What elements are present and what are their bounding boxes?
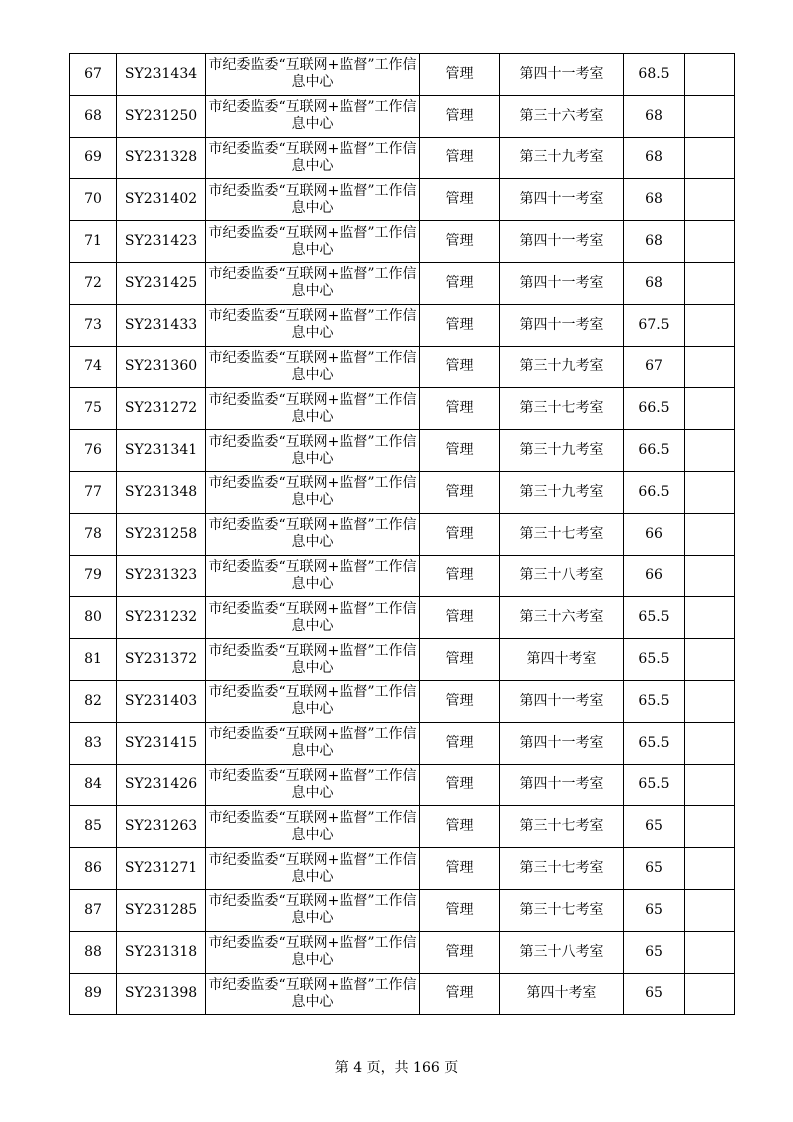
remark-cell: [685, 221, 735, 263]
row-number-cell: 81: [70, 639, 117, 681]
row-number-cell: 86: [70, 848, 117, 890]
employer-unit-cell: 市纪委监委“互联网+监督”工作信息中心: [206, 931, 420, 973]
employer-unit-cell: 市纪委监委“互联网+监督”工作信息中心: [206, 973, 420, 1015]
employer-unit-cell: 市纪委监委“互联网+监督”工作信息中心: [206, 848, 420, 890]
position-category-cell: 管理: [420, 95, 500, 137]
remark-cell: [685, 931, 735, 973]
candidate-id-cell: SY231285: [117, 889, 206, 931]
table-row: [70, 764, 735, 806]
exam-room-cell: 第四十一考室: [500, 221, 624, 263]
candidate-id-cell: SY231433: [117, 304, 206, 346]
score-cell: 66: [624, 555, 685, 597]
remark-cell: [685, 513, 735, 555]
row-number-cell: 74: [70, 346, 117, 388]
candidate-id-cell: SY231250: [117, 95, 206, 137]
employer-unit-cell: 市纪委监委“互联网+监督”工作信息中心: [206, 639, 420, 681]
row-number-cell: 75: [70, 388, 117, 430]
exam-room-cell: 第四十考室: [500, 973, 624, 1015]
score-cell: 68: [624, 221, 685, 263]
row-number-cell: 72: [70, 262, 117, 304]
position-category-cell: 管理: [420, 889, 500, 931]
position-category-cell: 管理: [420, 513, 500, 555]
employer-unit-cell: 市纪委监委“互联网+监督”工作信息中心: [206, 179, 420, 221]
candidate-id-cell: SY231434: [117, 54, 206, 96]
score-cell: 68: [624, 95, 685, 137]
candidate-id-cell: SY231232: [117, 597, 206, 639]
position-category-cell: 管理: [420, 346, 500, 388]
row-number-cell: 85: [70, 806, 117, 848]
candidate-id-cell: SY231402: [117, 179, 206, 221]
candidate-id-cell: SY231415: [117, 722, 206, 764]
position-category-cell: 管理: [420, 430, 500, 472]
remark-cell: [685, 95, 735, 137]
table-row: [70, 848, 735, 890]
position-category-cell: 管理: [420, 597, 500, 639]
row-number-cell: 70: [70, 179, 117, 221]
table-row: [70, 513, 735, 555]
exam-room-cell: 第四十一考室: [500, 179, 624, 221]
table-row: [70, 806, 735, 848]
score-cell: 66.5: [624, 388, 685, 430]
remark-cell: [685, 848, 735, 890]
position-category-cell: 管理: [420, 848, 500, 890]
exam-room-cell: 第三十七考室: [500, 513, 624, 555]
row-number-cell: 77: [70, 471, 117, 513]
score-cell: 65.5: [624, 597, 685, 639]
remark-cell: [685, 973, 735, 1015]
score-cell: 66.5: [624, 471, 685, 513]
candidate-id-cell: SY231271: [117, 848, 206, 890]
table-row: [70, 304, 735, 346]
score-cell: 67: [624, 346, 685, 388]
page-footer: 第 4 页，共 166 页: [334, 1060, 459, 1076]
candidate-id-cell: SY231423: [117, 221, 206, 263]
position-category-cell: 管理: [420, 680, 500, 722]
position-category-cell: 管理: [420, 304, 500, 346]
candidate-id-cell: SY231318: [117, 931, 206, 973]
score-cell: 68: [624, 137, 685, 179]
score-cell: 65: [624, 848, 685, 890]
table-row: [70, 179, 735, 221]
exam-room-cell: 第四十一考室: [500, 54, 624, 96]
remark-cell: [685, 680, 735, 722]
exam-room-cell: 第四十一考室: [500, 262, 624, 304]
table-row: [70, 346, 735, 388]
exam-room-cell: 第三十八考室: [500, 555, 624, 597]
candidate-id-cell: SY231323: [117, 555, 206, 597]
score-cell: 65.5: [624, 722, 685, 764]
exam-room-cell: 第四十一考室: [500, 680, 624, 722]
table-row: [70, 973, 735, 1015]
remark-cell: [685, 597, 735, 639]
score-cell: 68: [624, 179, 685, 221]
row-number-cell: 82: [70, 680, 117, 722]
row-number-cell: 87: [70, 889, 117, 931]
exam-room-cell: 第四十考室: [500, 639, 624, 681]
row-number-cell: 80: [70, 597, 117, 639]
candidate-id-cell: SY231425: [117, 262, 206, 304]
row-number-cell: 69: [70, 137, 117, 179]
exam-room-cell: 第三十七考室: [500, 806, 624, 848]
candidate-id-cell: SY231403: [117, 680, 206, 722]
exam-room-cell: 第四十一考室: [500, 304, 624, 346]
remark-cell: [685, 806, 735, 848]
exam-score-table: [69, 53, 735, 1015]
table-row: [70, 639, 735, 681]
score-cell: 65: [624, 806, 685, 848]
row-number-cell: 67: [70, 54, 117, 96]
table-row: [70, 555, 735, 597]
score-cell: 65: [624, 931, 685, 973]
table-row: [70, 680, 735, 722]
table-body: [70, 54, 735, 1015]
exam-room-cell: 第三十九考室: [500, 346, 624, 388]
position-category-cell: 管理: [420, 806, 500, 848]
employer-unit-cell: 市纪委监委“互联网+监督”工作信息中心: [206, 471, 420, 513]
table-row: [70, 430, 735, 472]
position-category-cell: 管理: [420, 221, 500, 263]
employer-unit-cell: 市纪委监委“互联网+监督”工作信息中心: [206, 54, 420, 96]
table-row: [70, 388, 735, 430]
remark-cell: [685, 639, 735, 681]
table-row: [70, 889, 735, 931]
candidate-id-cell: SY231341: [117, 430, 206, 472]
candidate-id-cell: SY231398: [117, 973, 206, 1015]
position-category-cell: 管理: [420, 137, 500, 179]
table-row: [70, 54, 735, 96]
position-category-cell: 管理: [420, 764, 500, 806]
candidate-id-cell: SY231328: [117, 137, 206, 179]
remark-cell: [685, 430, 735, 472]
row-number-cell: 76: [70, 430, 117, 472]
exam-room-cell: 第四十一考室: [500, 764, 624, 806]
row-number-cell: 73: [70, 304, 117, 346]
remark-cell: [685, 304, 735, 346]
employer-unit-cell: 市纪委监委“互联网+监督”工作信息中心: [206, 346, 420, 388]
candidate-id-cell: SY231426: [117, 764, 206, 806]
employer-unit-cell: 市纪委监委“互联网+监督”工作信息中心: [206, 388, 420, 430]
score-cell: 65: [624, 889, 685, 931]
position-category-cell: 管理: [420, 973, 500, 1015]
remark-cell: [685, 722, 735, 764]
table-row: [70, 137, 735, 179]
remark-cell: [685, 889, 735, 931]
exam-room-cell: 第三十七考室: [500, 848, 624, 890]
score-cell: 65: [624, 973, 685, 1015]
position-category-cell: 管理: [420, 639, 500, 681]
row-number-cell: 71: [70, 221, 117, 263]
row-number-cell: 68: [70, 95, 117, 137]
employer-unit-cell: 市纪委监委“互联网+监督”工作信息中心: [206, 722, 420, 764]
employer-unit-cell: 市纪委监委“互联网+监督”工作信息中心: [206, 597, 420, 639]
row-number-cell: 78: [70, 513, 117, 555]
exam-room-cell: 第三十九考室: [500, 430, 624, 472]
exam-room-cell: 第四十一考室: [500, 722, 624, 764]
employer-unit-cell: 市纪委监委“互联网+监督”工作信息中心: [206, 680, 420, 722]
candidate-id-cell: SY231348: [117, 471, 206, 513]
table-row: [70, 597, 735, 639]
table-row: [70, 931, 735, 973]
row-number-cell: 84: [70, 764, 117, 806]
position-category-cell: 管理: [420, 388, 500, 430]
exam-room-cell: 第三十七考室: [500, 388, 624, 430]
candidate-id-cell: SY231272: [117, 388, 206, 430]
employer-unit-cell: 市纪委监委“互联网+监督”工作信息中心: [206, 555, 420, 597]
employer-unit-cell: 市纪委监委“互联网+监督”工作信息中心: [206, 95, 420, 137]
row-number-cell: 88: [70, 931, 117, 973]
remark-cell: [685, 262, 735, 304]
candidate-id-cell: SY231263: [117, 806, 206, 848]
score-cell: 68: [624, 262, 685, 304]
row-number-cell: 79: [70, 555, 117, 597]
employer-unit-cell: 市纪委监委“互联网+监督”工作信息中心: [206, 764, 420, 806]
score-cell: 65.5: [624, 764, 685, 806]
score-cell: 65.5: [624, 639, 685, 681]
exam-room-cell: 第三十七考室: [500, 889, 624, 931]
score-cell: 68.5: [624, 54, 685, 96]
employer-unit-cell: 市纪委监委“互联网+监督”工作信息中心: [206, 262, 420, 304]
table-row: [70, 262, 735, 304]
score-cell: 66.5: [624, 430, 685, 472]
employer-unit-cell: 市纪委监委“互联网+监督”工作信息中心: [206, 137, 420, 179]
exam-room-cell: 第三十八考室: [500, 931, 624, 973]
table-row: [70, 471, 735, 513]
remark-cell: [685, 555, 735, 597]
exam-room-cell: 第三十六考室: [500, 597, 624, 639]
row-number-cell: 89: [70, 973, 117, 1015]
remark-cell: [685, 388, 735, 430]
employer-unit-cell: 市纪委监委“互联网+监督”工作信息中心: [206, 430, 420, 472]
remark-cell: [685, 471, 735, 513]
exam-room-cell: 第三十九考室: [500, 137, 624, 179]
row-number-cell: 83: [70, 722, 117, 764]
table-row: [70, 722, 735, 764]
employer-unit-cell: 市纪委监委“互联网+监督”工作信息中心: [206, 221, 420, 263]
remark-cell: [685, 137, 735, 179]
position-category-cell: 管理: [420, 54, 500, 96]
employer-unit-cell: 市纪委监委“互联网+监督”工作信息中心: [206, 889, 420, 931]
position-category-cell: 管理: [420, 722, 500, 764]
table-row: [70, 95, 735, 137]
remark-cell: [685, 179, 735, 221]
remark-cell: [685, 346, 735, 388]
remark-cell: [685, 764, 735, 806]
employer-unit-cell: 市纪委监委“互联网+监督”工作信息中心: [206, 304, 420, 346]
exam-room-cell: 第三十九考室: [500, 471, 624, 513]
candidate-id-cell: SY231372: [117, 639, 206, 681]
score-cell: 65.5: [624, 680, 685, 722]
employer-unit-cell: 市纪委监委“互联网+监督”工作信息中心: [206, 806, 420, 848]
candidate-id-cell: SY231360: [117, 346, 206, 388]
position-category-cell: 管理: [420, 555, 500, 597]
employer-unit-cell: 市纪委监委“互联网+监督”工作信息中心: [206, 513, 420, 555]
table-row: [70, 221, 735, 263]
score-cell: 66: [624, 513, 685, 555]
position-category-cell: 管理: [420, 931, 500, 973]
score-cell: 67.5: [624, 304, 685, 346]
exam-room-cell: 第三十六考室: [500, 95, 624, 137]
position-category-cell: 管理: [420, 179, 500, 221]
candidate-id-cell: SY231258: [117, 513, 206, 555]
position-category-cell: 管理: [420, 262, 500, 304]
remark-cell: [685, 54, 735, 96]
position-category-cell: 管理: [420, 471, 500, 513]
